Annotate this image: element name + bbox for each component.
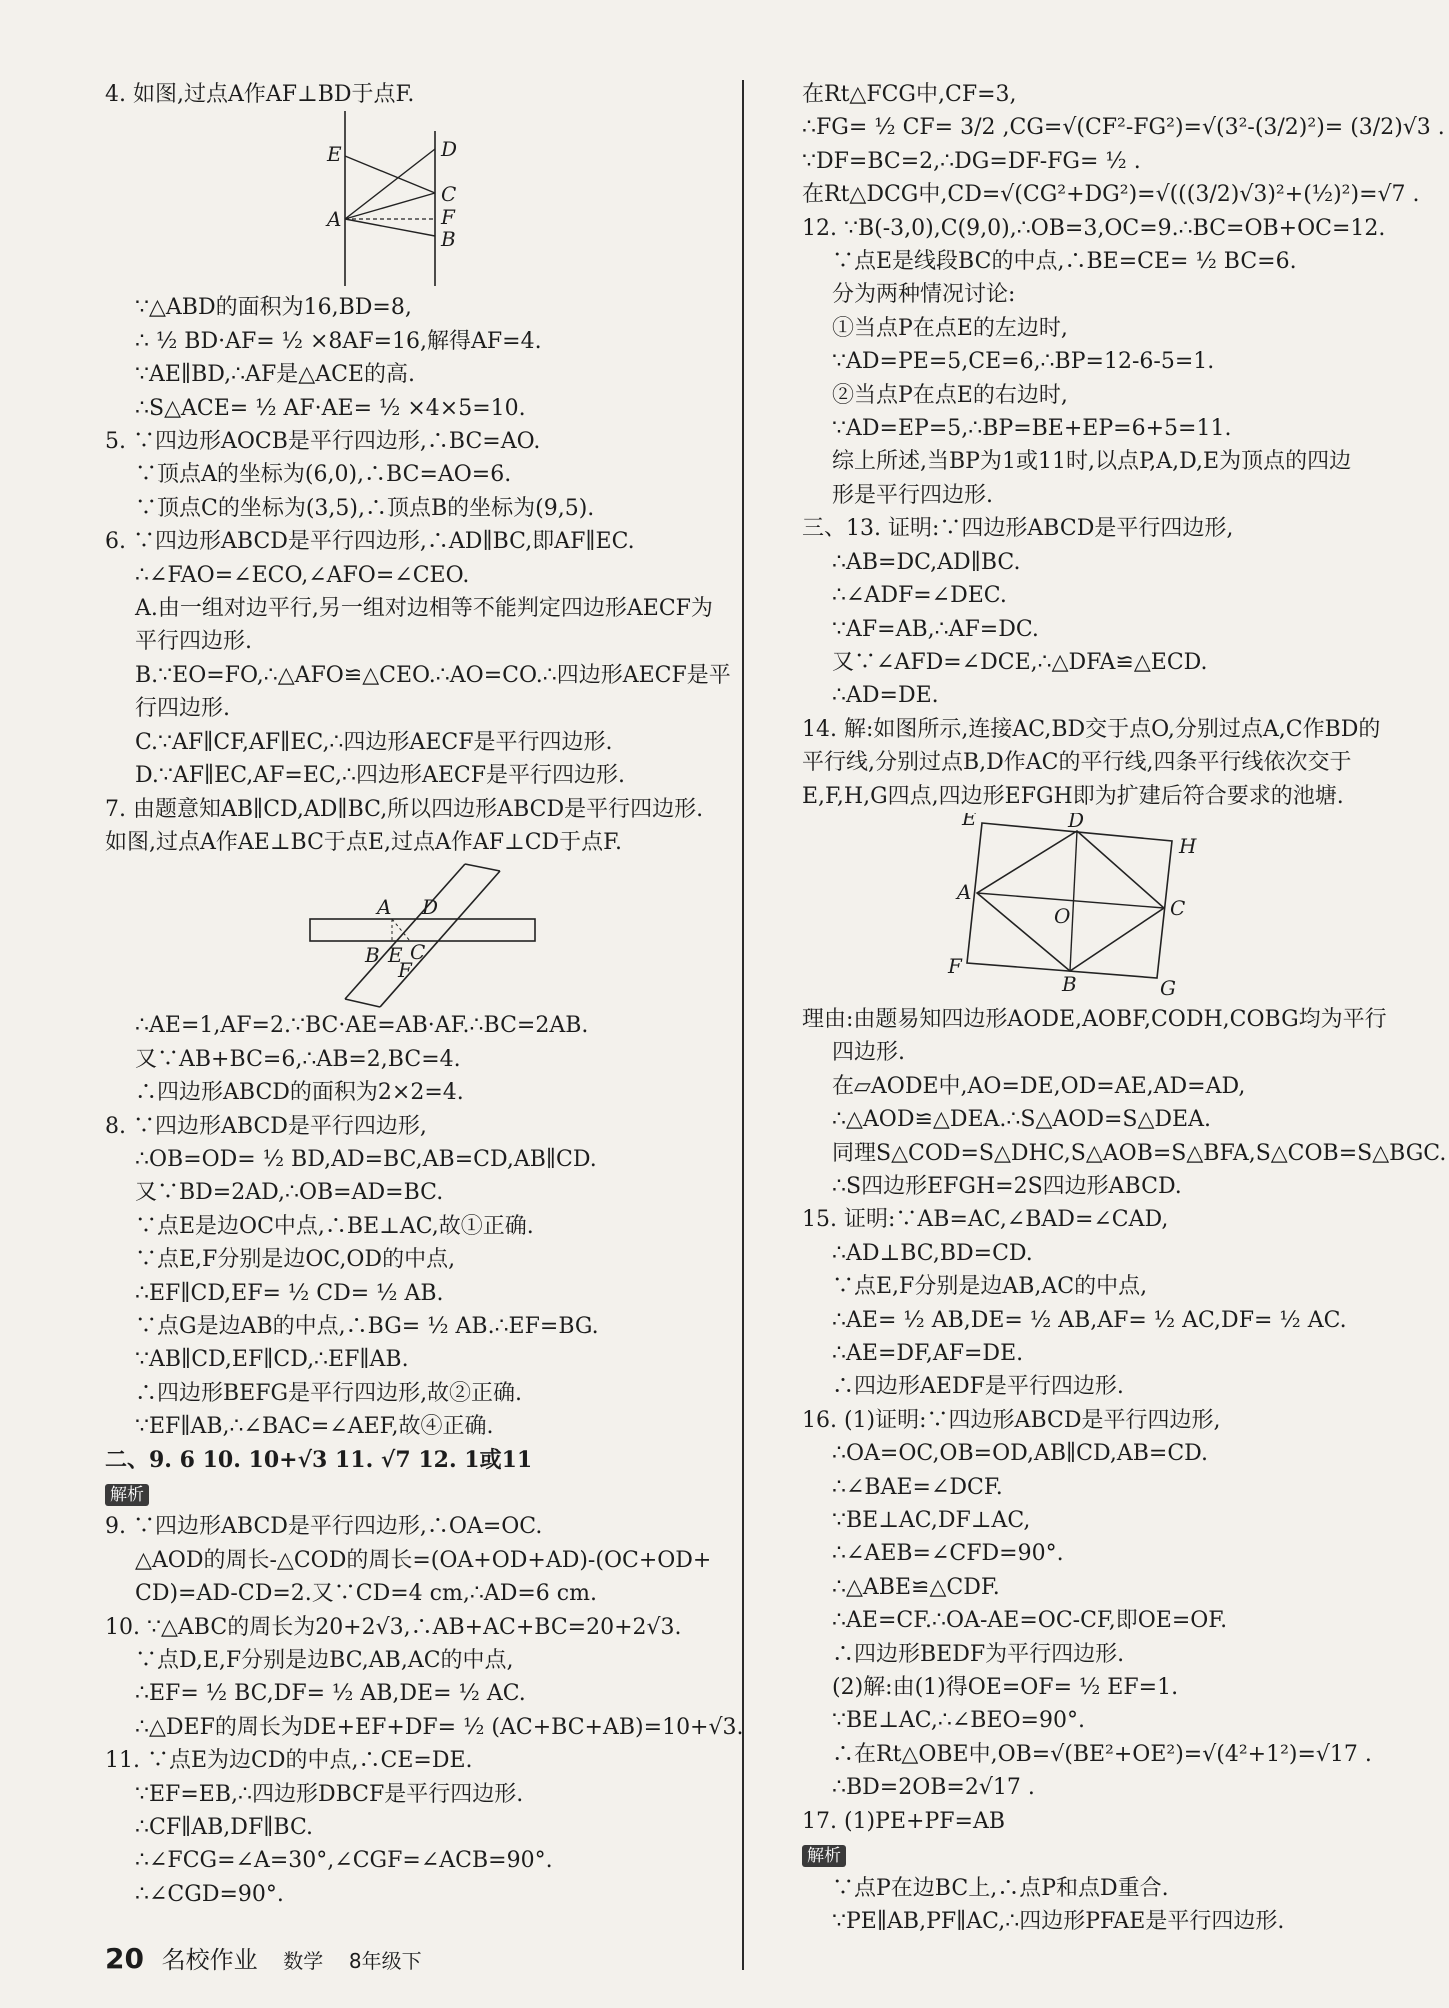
problem-14-reason	[802, 1003, 1447, 1203]
text-line: 7. 由题意知AB∥CD,AD∥BC,所以四边形ABCD是平行四边形.	[105, 796, 704, 822]
text-line: ∴四边形BEFG是平行四边形,故②正确.	[135, 1380, 523, 1406]
problem-4	[105, 78, 735, 111]
text-line: ∵EF∥AB,∴∠BAC=∠AEF,故④正确.	[135, 1414, 494, 1440]
text-line: 6. ∵四边形ABCD是平行四边形,∴AD∥BC,即AF∥EC.	[105, 529, 635, 555]
text-line: ∴FG= ½ CF= 3/2 ,CG=√(CF²-FG²)=√(3²-(3/2)²)= (3/2)√3 .	[802, 115, 1445, 141]
problem-8	[105, 1110, 735, 1444]
text-line: ∴AE= ½ AB,DE= ½ AB,AF= ½ AC,DF= ½ AC.	[832, 1307, 1347, 1333]
text-line: E,F,H,G四点,四边形EFGH即为扩建后符合要求的池塘.	[802, 783, 1344, 809]
text-line: ∴四边形ABCD的面积为2×2=4.	[135, 1080, 464, 1106]
text-line: ∴∠FCG=∠A=30°,∠CGF=∠ACB=90°.	[135, 1848, 553, 1874]
problem-4-solution	[105, 291, 735, 425]
text-line: ∵点G是边AB的中点,∴BG= ½ AB.∴EF=BG.	[135, 1313, 599, 1339]
text-line: ∵点P在边BC上,∴点P和点D重合.	[832, 1875, 1169, 1901]
problem-17-analysis	[802, 1872, 1352, 1939]
figure-4	[105, 111, 735, 291]
footer-brand: 名校作业	[161, 1946, 258, 1974]
page-footer	[105, 1940, 422, 1975]
fig4-label-f: F	[441, 205, 455, 230]
figure-7-svg	[105, 859, 735, 1009]
text-line: ∴△DEF的周长为DE+EF+DF= ½ (AC+BC+AB)=10+√3.	[135, 1714, 744, 1740]
text-line: ∴OB=OD= ½ BD,AD=BC,AB=CD,AB∥CD.	[135, 1146, 597, 1172]
problem-12	[802, 212, 1386, 513]
problem-14	[802, 713, 1381, 813]
column-divider	[742, 80, 744, 1970]
fig14-label-h: H	[1179, 833, 1197, 858]
problem-11-continued	[802, 78, 1445, 212]
text-line: 11. ∵点E为边CD的中点,∴CE=DE.	[105, 1748, 473, 1774]
text-line: ∵顶点C的坐标为(3,5),∴顶点B的坐标为(9,5).	[135, 495, 595, 521]
figure-14-svg	[802, 813, 1352, 1003]
problem-6	[105, 525, 735, 792]
text-line: ①当点P在点E的左边时,	[832, 315, 1068, 341]
text-line: ∴△AOD≌△DEA.∴S△AOD=S△DEA.	[832, 1107, 1211, 1133]
fig7-label-a: A	[377, 895, 392, 920]
text-line: 理由:由题易知四边形AODE,AOBF,CODH,COBG均为平行	[802, 1006, 1387, 1032]
text-line: ∵点E是边OC中点,∴BE⊥AC,故①正确.	[135, 1213, 534, 1239]
fig14-label-g: G	[1160, 975, 1176, 1000]
text-line: CD)=AD-CD=2.又∵CD=4 cm,∴AD=6 cm.	[135, 1581, 597, 1607]
text-line: 行四边形.	[135, 696, 230, 722]
text-line: 四边形.	[832, 1040, 905, 1066]
text-line: ∴∠CGD=90°.	[135, 1881, 284, 1907]
text-line: 又∵∠AFD=∠DCE,∴△DFA≌△ECD.	[832, 649, 1208, 675]
problem-5	[105, 425, 735, 525]
fig14-label-b: B	[1062, 971, 1077, 996]
text-line: 12. ∵B(-3,0),C(9,0),∴OB=3,OC=9.∴BC=OB+OC=12.	[802, 215, 1386, 241]
analysis-badge: 解析	[105, 1484, 149, 1506]
text-line: △AOD的周长-△COD的周长=(OA+OD+AD)-(OC+OD+	[135, 1547, 712, 1573]
right-column	[802, 78, 1447, 1938]
text-line: ∴AD⊥BC,BD=CD.	[832, 1240, 1033, 1266]
fig4-label-e: E	[327, 142, 342, 167]
text-line: ∴S四边形EFGH=2S四边形ABCD.	[832, 1173, 1182, 1199]
text-line: ∵BE⊥AC,∴∠BEO=90°.	[832, 1708, 1085, 1734]
fig7-label-f: F	[398, 958, 412, 983]
fig7-label-d: D	[422, 895, 439, 920]
problem-7	[105, 793, 735, 860]
text-line: ∴∠FAO=∠ECO,∠AFO=∠CEO.	[135, 562, 470, 588]
text-line: C.∵AF∥CF,AF∥EC,∴四边形AECF是平行四边形.	[135, 729, 613, 755]
text-line: ∴OA=OC,OB=OD,AB∥CD,AB=CD.	[832, 1441, 1209, 1467]
text-line: ∴AE=DF,AF=DE.	[832, 1341, 1024, 1366]
text-line: 三、13. 证明:∵四边形ABCD是平行四边形,	[802, 516, 1234, 542]
text-line: ∵顶点A的坐标为(6,0),∴BC=AO=6.	[135, 462, 512, 488]
text-line: ∴AE=1,AF=2.∵BC·AE=AB·AF.∴BC=2AB.	[135, 1013, 589, 1039]
analysis-badge-17: 解析	[802, 1845, 846, 1867]
text-line: 在Rt△FCG中,CF=3,	[802, 82, 1017, 107]
problem-17-answer: 17. (1)PE+PF=AB	[802, 1808, 1005, 1834]
text-line: ∵点D,E,F分别是边BC,AB,AC的中点,	[135, 1648, 514, 1674]
text-line: 形是平行四边形.	[832, 482, 993, 508]
fig14-label-f: F	[948, 953, 962, 978]
fig7-label-b: B	[365, 943, 380, 968]
text-line: 综上所述,当BP为1或11时,以点P,A,D,E为顶点的四边	[832, 449, 1352, 475]
text-line: ∵△ABD的面积为16,BD=8,	[135, 295, 412, 321]
text-line: ∵EF=EB,∴四边形DBCF是平行四边形.	[135, 1781, 524, 1807]
text-line: 同理S△COD=S△DHC,S△AOB=S△BFA,S△COB=S△BGC.	[832, 1140, 1447, 1166]
text-line: 16. (1)证明:∵四边形ABCD是平行四边形,	[802, 1407, 1221, 1433]
text-line: ∴ ½ BD·AF= ½ ×8AF=16,解得AF=4.	[135, 328, 542, 354]
text-line: ∴EF∥CD,EF= ½ CD= ½ AB.	[135, 1280, 444, 1306]
fig14-label-d: D	[1068, 812, 1085, 832]
fig14-label-a: A	[957, 879, 972, 904]
text-line: ∵PE∥AB,PF∥AC,∴四边形PFAE是平行四边形.	[832, 1908, 1285, 1934]
fig4-label-c: C	[441, 182, 457, 207]
text-line: 8. ∵四边形ABCD是平行四边形,	[105, 1113, 427, 1139]
page-number: 20	[105, 1942, 144, 1975]
figure-14	[802, 813, 1352, 1003]
text-line: 10. ∵△ABC的周长为20+2√3,∴AB+AC+BC=20+2√3.	[105, 1614, 682, 1640]
text-line: 平行线,分别过点B,D作AC的平行线,四条平行线依次交于	[802, 750, 1352, 776]
text-line: 分为两种情况讨论:	[832, 282, 1016, 308]
text-line: ∴△ABE≌△CDF.	[832, 1574, 1000, 1600]
text-line: ∵DF=BC=2,∴DG=DF-FG= ½ .	[802, 148, 1141, 174]
text-line: ∵AD=PE=5,CE=6,∴BP=12-6-5=1.	[832, 349, 1215, 375]
text-line: ∴AB=DC,AD∥BC.	[832, 549, 1021, 575]
problem-10	[105, 1611, 744, 1745]
text-line: 如图,过点A作AE⊥BC于点E,过点A作AF⊥CD于点F.	[105, 829, 623, 855]
text-line: 5. ∵四边形AOCB是平行四边形,∴BC=AO.	[105, 429, 541, 455]
text-line: 9. ∵四边形ABCD是平行四边形,∴OA=OC.	[105, 1514, 543, 1540]
text-line: 在Rt△DCG中,CD=√(CG²+DG²)=√(((3/2)√3)²+(½)²)=√7 .	[802, 182, 1420, 208]
text-line: ②当点P在点E的右边时,	[832, 382, 1068, 408]
problem-9	[105, 1510, 735, 1610]
text-line: 平行四边形.	[135, 629, 252, 655]
text-line: B.∵EO=FO,∴△AFO≌△CEO.∴AO=CO.∴四边形AECF是平	[135, 662, 731, 688]
text-line: ∵点E,F分别是边OC,OD的中点,	[135, 1247, 456, 1273]
text-line: ∴四边形BEDF为平行四边形.	[832, 1641, 1125, 1667]
text-line: ∵BE⊥AC,DF⊥AC,	[832, 1508, 1031, 1534]
text-line: 14. 解:如图所示,连接AC,BD交于点O,分别过点A,C作BD的	[802, 716, 1381, 742]
text-line: 4. 如图,过点A作AF⊥BD于点F.	[105, 82, 415, 107]
text-line: 又∵BD=2AD,∴OB=AD=BC.	[135, 1180, 444, 1206]
problem-11	[105, 1744, 735, 1911]
text-line: ∵点E,F分别是边AB,AC的中点,	[832, 1274, 1148, 1300]
text-line: ∴AD=DE.	[832, 683, 939, 709]
fig14-label-c: C	[1170, 895, 1186, 920]
text-line: ∴BD=2OB=2√17 .	[832, 1775, 1035, 1801]
text-line: ∵点E是线段BC的中点,∴BE=CE= ½ BC=6.	[832, 249, 1297, 275]
text-line: 又∵AB+BC=6,∴AB=2,BC=4.	[135, 1046, 461, 1072]
text-line: 在▱AODE中,AO=DE,OD=AE,AD=AD,	[832, 1073, 1246, 1099]
text-line: (2)解:由(1)得OE=OF= ½ EF=1.	[832, 1675, 1179, 1701]
text-line: ∴S△ACE= ½ AF·AE= ½ ×4×5=10.	[135, 395, 526, 421]
fig7-label-c: C	[410, 940, 426, 965]
figure-4-svg	[105, 111, 735, 291]
problem-15	[802, 1203, 1352, 1403]
fig7-label-e: E	[388, 943, 403, 968]
text-line: ∴∠BAE=∠DCF.	[832, 1474, 1003, 1500]
text-line: ∴四边形AEDF是平行四边形.	[832, 1374, 1124, 1400]
text-line: ∵AB∥CD,EF∥CD,∴EF∥AB.	[135, 1347, 409, 1373]
text-line: ∴∠AEB=∠CFD=90°.	[832, 1541, 1064, 1567]
footer-grade: 8年级下	[348, 1949, 422, 1973]
problem-16	[802, 1404, 1372, 1805]
text-line: ∴CF∥AB,DF∥BC.	[135, 1815, 313, 1841]
text-line: ∵AE∥BD,∴AF是△ACE的高.	[135, 362, 415, 388]
text-line: ∴在Rt△OBE中,OB=√(BE²+OE²)=√(4²+1²)=√17 .	[832, 1741, 1372, 1767]
problem-7-solution	[105, 1009, 735, 1109]
left-column	[105, 78, 744, 1911]
text-line: ∴EF= ½ BC,DF= ½ AB,DE= ½ AC.	[135, 1681, 526, 1707]
text-line: ∵AD=EP=5,∴BP=BE+EP=6+5=11.	[832, 416, 1232, 442]
fig14-label-o: O	[1054, 903, 1071, 928]
fig14-label-e: E	[962, 812, 977, 830]
text-line: ∵AF=AB,∴AF=DC.	[832, 616, 1039, 642]
answers-section-2: 二、9. 6 10. 10+√3 11. √7 12. 1或11	[105, 1446, 533, 1473]
fig4-label-b: B	[441, 227, 456, 252]
fig4-label-d: D	[441, 137, 458, 162]
text-line: ∴AE=CF.∴OA-AE=OC-CF,即OE=OF.	[832, 1608, 1228, 1634]
problem-13	[802, 512, 1352, 712]
footer-subject: 数学	[283, 1949, 324, 1973]
figure-7	[105, 859, 735, 1009]
text-line: ∴∠ADF=∠DEC.	[832, 583, 1007, 609]
text-line: 15. 证明:∵AB=AC,∠BAD=∠CAD,	[802, 1207, 1169, 1233]
text-line: A.由一组对边平行,另一组对边相等不能判定四边形AECF为	[135, 596, 713, 622]
text-line: D.∵AF∥EC,AF=EC,∴四边形AECF是平行四边形.	[135, 763, 625, 789]
fig4-label-a: A	[327, 207, 342, 232]
